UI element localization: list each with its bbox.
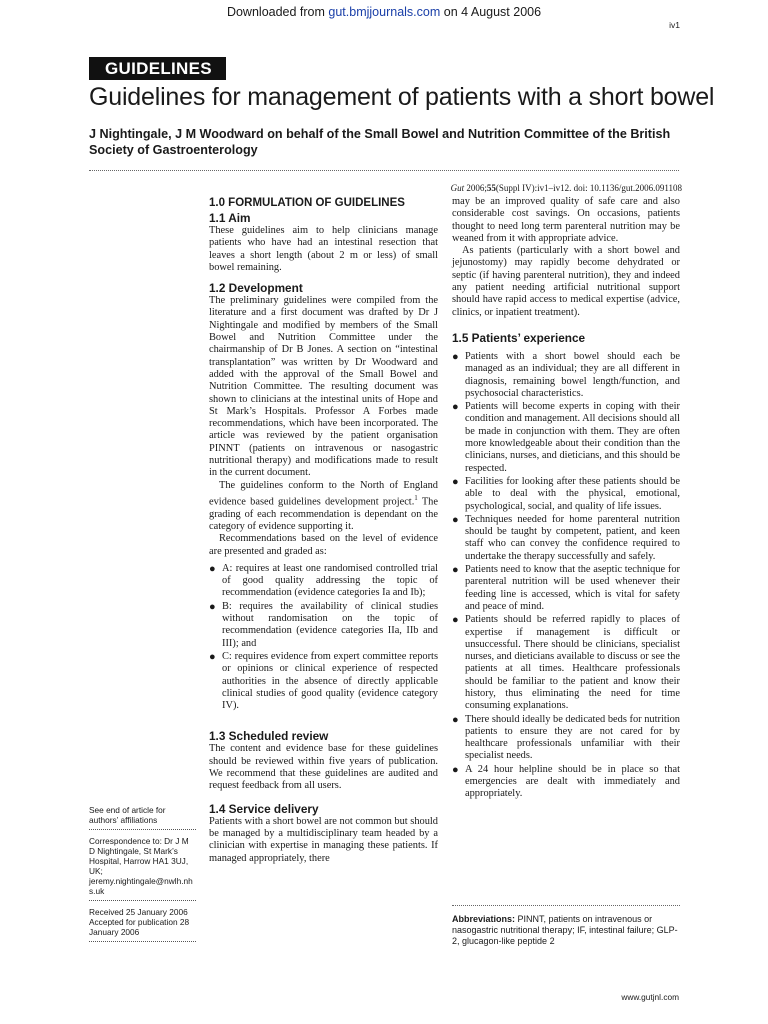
side-divider <box>89 941 196 942</box>
heading-aim: 1.1 Aim <box>209 211 251 225</box>
journal-url-footer: www.gutjnl.com <box>621 992 679 1002</box>
heading-review: 1.3 Scheduled review <box>209 729 329 744</box>
list-item <box>452 614 680 712</box>
side-divider <box>89 900 196 901</box>
grade-a: A: requires at least one randomised controlled trial of good quality addressing the topic of recommendation (evidence categories Ia and Ib); <box>222 562 438 599</box>
development-text-b: The grading of each recommendation is dependant on the category of evidence supporting it. <box>209 496 438 532</box>
experience-text: Patients need to know that the aseptic technique for parenteral nutrition will be used whenever their feeding line is accessed, which is vital for safety and peace of mind. <box>465 564 680 612</box>
experience-list <box>452 351 680 801</box>
grade-c: C: requires evidence from expert committee reports or opinions or clinical experience of respected authorities in the absence of directly applicable clinical studies of good quality (evidence category IV). <box>222 650 438 712</box>
list-item <box>452 564 680 613</box>
development-text-a: The guidelines conform to the North of England evidence based guidelines development project. <box>209 479 438 508</box>
list-item <box>209 563 438 600</box>
list-item <box>209 601 438 650</box>
list-item <box>452 401 680 475</box>
bullet-icon: ● <box>452 763 459 776</box>
side-divider <box>89 829 196 830</box>
experience-text: There should ideally be dedicated beds for nutrition patients to ensure they are not cared for by healthcare professionals unfamiliar with their specialist needs. <box>465 713 680 762</box>
banner-suffix: on 4 August 2006 <box>440 5 542 19</box>
author-list: J Nightingale, J M Woodward on behalf of the Small Bowel and Nutrition Committee of the British Society of Gastroenterology <box>89 127 671 157</box>
citation-volume: 55 <box>486 183 496 193</box>
article-title: Guidelines for management of patients with a short bowel <box>89 83 715 111</box>
section-tag: GUIDELINES <box>89 57 226 80</box>
accepted-date: Accepted for publication 28 January 2006 <box>89 917 190 937</box>
aim-paragraph: These guidelines aim to help clinicians manage patients who have had an intestinal resection that leaves a short length (about 2 m or less) of small bowel remaining. <box>209 225 438 273</box>
correspondence-note: Correspondence to: Dr J M D Nightingale, St Mark’s Hospital, Harrow HA1 3UJ, UK; jeremy.nightingale@nwlh.nhs.uk <box>89 836 193 896</box>
bullet-icon: ● <box>209 650 216 663</box>
experience-text: Patients will become experts in coping with their condition and management. All decisions should all be made in conjunction with them. They are often more knowledgeable about their condition than the clinicians, nurses, and dieticians, and this should be respected. <box>465 401 680 474</box>
journal-site-link[interactable]: gut.bmjjournals.com <box>328 5 441 19</box>
reference-marker[interactable]: 1 <box>414 493 418 502</box>
review-paragraph: The content and evidence base for these guidelines should be reviewed within five years of publication. We recommend that these guidelines are audited and request feedback from all users. <box>209 743 438 792</box>
abbreviations-label: Abbreviations: <box>452 914 516 924</box>
continued-paragraph: may be an improved quality of safe care and also considerable cost savings. On occasions, patients thought to need long term parenteral nutrition may be weaned from it with appropriate advice. <box>452 196 680 244</box>
citation-year: 2006; <box>464 183 487 193</box>
abbreviations-text: PINNT, patients on intravenous or nasogastric nutritional therapy; IF, intestinal failure; GLP-2, glucagon-like peptide 2 <box>452 914 678 946</box>
bullet-icon: ● <box>209 600 216 613</box>
page-number: iv1 <box>669 20 680 30</box>
bullet-icon: ● <box>452 713 459 726</box>
heading-formulation: 1.0 FORMULATION OF GUIDELINES <box>209 197 405 209</box>
bullet-icon: ● <box>452 513 459 526</box>
grade-list <box>209 563 438 713</box>
list-item <box>452 714 680 763</box>
experience-text: Patients with a short bowel should each be managed as an individual; they are all different in diagnosis, remaining bowel length/function, and psychosocial characteristics. <box>465 350 680 399</box>
list-item <box>452 476 680 513</box>
list-item <box>452 351 680 400</box>
bullet-icon: ● <box>452 614 459 627</box>
citation-details: (Suppl IV):iv1–iv12. doi: 10.1136/gut.2006.091108 <box>495 183 682 193</box>
development-paragraph-3: Recommendations based on the level of evidence are presented and graded as: <box>209 533 438 557</box>
side-notes <box>89 805 196 948</box>
development-paragraph-2 <box>209 480 438 534</box>
experience-text: Techniques needed for home parenteral nutrition should be taught by competent, patient, and keen staff who can convey the confidence required to undertake the therapy successfully and safely. <box>465 513 680 562</box>
list-item <box>452 514 680 563</box>
grade-b: B: requires the availability of clinical studies without randomisation on the topic of recommendation (evidence categories IIa, IIb and III); and <box>222 600 438 649</box>
service-paragraph: Patients with a short bowel are not common but should be managed by a multidisciplinary team headed by a clinician with expertise in managing these patients. If managed appropriately, there <box>209 815 438 864</box>
bullet-icon: ● <box>452 401 459 414</box>
bullet-icon: ● <box>452 475 459 488</box>
citation-journal: Gut <box>450 183 465 193</box>
heading-experience: 1.5 Patients’ experience <box>452 330 586 345</box>
bullet-icon: ● <box>452 350 459 363</box>
list-item <box>209 651 438 712</box>
heading-service: 1.4 Service delivery <box>209 801 319 816</box>
bullet-icon: ● <box>209 562 216 575</box>
right-column <box>452 196 680 802</box>
received-date: Received 25 January 2006 <box>89 907 188 917</box>
access-paragraph: As patients (particularly with a short bowel and jejunostomy) may rapidly become dehydrated or septic (if having parenteral nutrition), they and indeed any patient needing artificial nutritional support should have rapid access to medical expertise (advice, clinics, or inpatient treatment). <box>452 245 680 318</box>
list-item <box>452 764 680 801</box>
heading-development: 1.2 Development <box>209 281 303 296</box>
experience-text: Patients should be referred rapidly to places of expertise if management is difficult or unsuccessful. There should be clinicians, specialist nurses, and dieticians available to discuss or see the patients at all times. Healthcare professionals should be familiar to the patient and know their history, thus eliminating the need for time consuming explanations. <box>465 614 680 712</box>
download-banner <box>0 5 768 19</box>
abbreviations-divider <box>452 905 680 906</box>
bullet-icon: ● <box>452 564 459 577</box>
left-column <box>209 196 438 865</box>
abbreviations-box <box>452 905 680 947</box>
header-divider <box>89 170 679 171</box>
citation-line <box>412 183 682 193</box>
development-paragraph-1: The preliminary guidelines were compiled from the literature and a first document was drafted by Dr J Nightingale and modified by members of the Small Bowel and Nutrition Committee under the chairmanship of Dr B Jones. A section on “intestinal transplantation” was written by Dr Woodward and added with the approval of the Small Bowel and Nutrition Committee. The resulting document was shown to clinicians at the intestinal units of Hope and St Mark’s Hospitals. Professor A Forbes made recommendations, which have been incorporated. The article was reviewed by the patient organisation PINNT (patients on intravenous or nasogastric nutritional therapy) and modifications made to result in the current document. <box>209 295 438 479</box>
affiliations-note: See end of article for authors’ affiliations <box>89 805 166 825</box>
experience-text: A 24 hour helpline should be in place so that emergencies are dealt with immediately and appropriately. <box>465 763 680 800</box>
experience-text: Facilities for looking after these patients should be able to deal with the physical, emotional, psychological, social, and quality of life issues. <box>465 475 680 512</box>
banner-prefix: Downloaded from <box>226 5 329 19</box>
